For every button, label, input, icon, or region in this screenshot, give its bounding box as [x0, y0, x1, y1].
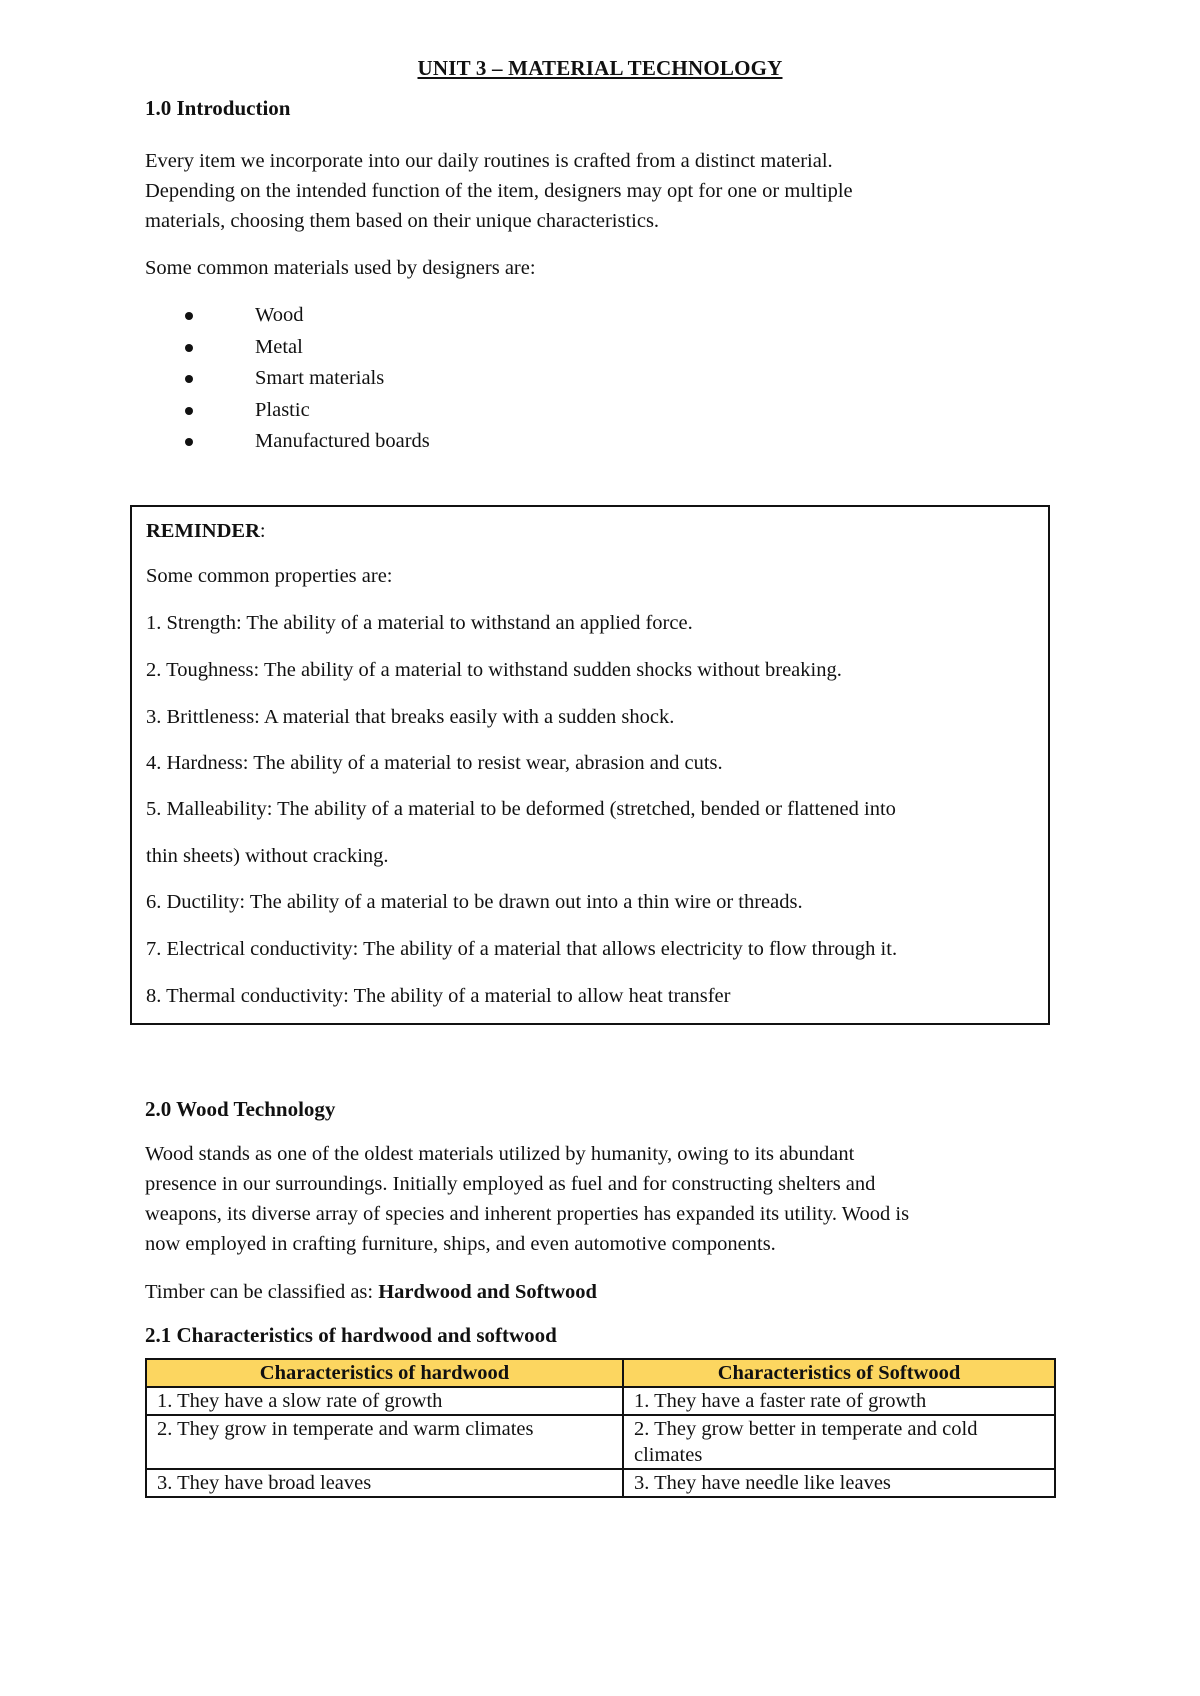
table-cell: 1. They have a slow rate of growth	[146, 1387, 623, 1415]
bullet-icon	[185, 312, 193, 320]
property-item: 4. Hardness: The ability of a material to resist wear, abrasion and cuts.	[146, 752, 723, 774]
property-item-continued: thin sheets) without cracking.	[146, 845, 389, 867]
characteristics-table	[145, 1358, 1056, 1498]
list-item	[145, 363, 430, 395]
table-header-hardwood: Characteristics of hardwood	[146, 1359, 623, 1387]
table-cell: 2. They grow better in temperate and cold climates	[623, 1415, 1055, 1469]
reminder-colon: :	[259, 520, 266, 542]
property-item: 7. Electrical conductivity: The ability of a material that allows electricity to flow through it.	[146, 938, 898, 960]
bullet-icon	[185, 375, 193, 383]
table-row	[146, 1415, 1055, 1469]
intro-paragraph-line: materials, choosing them based on their unique characteristics.	[145, 210, 660, 232]
list-item	[145, 332, 430, 364]
wood-paragraph-line: now employed in crafting furniture, ships, and even automotive components.	[145, 1233, 776, 1255]
property-item: 1. Strength: The ability of a material to withstand an applied force.	[146, 612, 693, 634]
list-item-label: Metal	[255, 335, 303, 358]
timber-classification	[145, 1277, 1065, 1307]
property-item: 6. Ductility: The ability of a material to be drawn out into a thin wire or threads.	[146, 891, 803, 913]
table-cell: 2. They grow in temperate and warm climates	[146, 1415, 623, 1469]
materials-lead: Some common materials used by designers are:	[145, 257, 536, 279]
characteristics-heading: 2.1 Characteristics of hardwood and softwood	[145, 1323, 557, 1347]
materials-list	[145, 300, 430, 458]
table-cell: 3. They have needle like leaves	[623, 1469, 1055, 1497]
wood-paragraph-line: Wood stands as one of the oldest materials utilized by humanity, owing to its abundant	[145, 1143, 855, 1165]
table-row	[146, 1469, 1055, 1497]
classification-prefix: Timber can be classified as:	[145, 1281, 379, 1303]
wood-paragraph-line: weapons, its diverse array of species and inherent properties has expanded its utility. Wood is	[145, 1203, 910, 1225]
table-cell: 1. They have a faster rate of growth	[623, 1387, 1055, 1415]
property-item: 3. Brittleness: A material that breaks easily with a sudden shock.	[146, 706, 675, 728]
bullet-icon	[185, 438, 193, 446]
classification-types: Hardwood and Softwood	[378, 1281, 597, 1303]
reminder-label: REMINDER	[146, 520, 260, 542]
property-item: 8. Thermal conductivity: The ability of a material to allow heat transfer	[146, 985, 731, 1007]
intro-paragraph-line: Depending on the intended function of the item, designers may opt for one or multiple	[145, 180, 853, 202]
bullet-icon	[185, 407, 193, 415]
intro-paragraph	[145, 146, 1065, 236]
wood-paragraph	[145, 1139, 1065, 1259]
intro-paragraph-line: Every item we incorporate into our daily routines is crafted from a distinct material.	[145, 150, 833, 172]
list-item-label: Wood	[255, 304, 304, 326]
wood-heading: 2.0 Wood Technology	[145, 1097, 336, 1121]
list-item-label: Plastic	[255, 398, 310, 421]
bullet-icon	[185, 344, 193, 352]
list-item	[145, 300, 430, 332]
reminder-box	[130, 505, 1050, 1025]
table-cell: 3. They have broad leaves	[146, 1469, 623, 1497]
wood-paragraph-line: presence in our surroundings. Initially employed as fuel and for constructing shelters and	[145, 1173, 876, 1195]
table-header-row	[146, 1359, 1055, 1387]
reminder-title	[146, 520, 266, 543]
table-row	[146, 1387, 1055, 1415]
reminder-lead: Some common properties are:	[146, 565, 393, 587]
table-header-softwood: Characteristics of Softwood	[623, 1359, 1055, 1387]
list-item-label: Manufactured boards	[255, 430, 430, 453]
property-item: 2. Toughness: The ability of a material to withstand sudden shocks without breaking.	[146, 659, 842, 681]
intro-heading: 1.0 Introduction	[145, 96, 291, 120]
list-item	[145, 395, 430, 427]
page-title: UNIT 3 – MATERIAL TECHNOLOGY	[417, 56, 783, 80]
list-item	[145, 426, 430, 458]
list-item-label: Smart materials	[255, 367, 385, 390]
property-item: 5. Malleability: The ability of a material to be deformed (stretched, bended or flattened into	[146, 798, 896, 820]
